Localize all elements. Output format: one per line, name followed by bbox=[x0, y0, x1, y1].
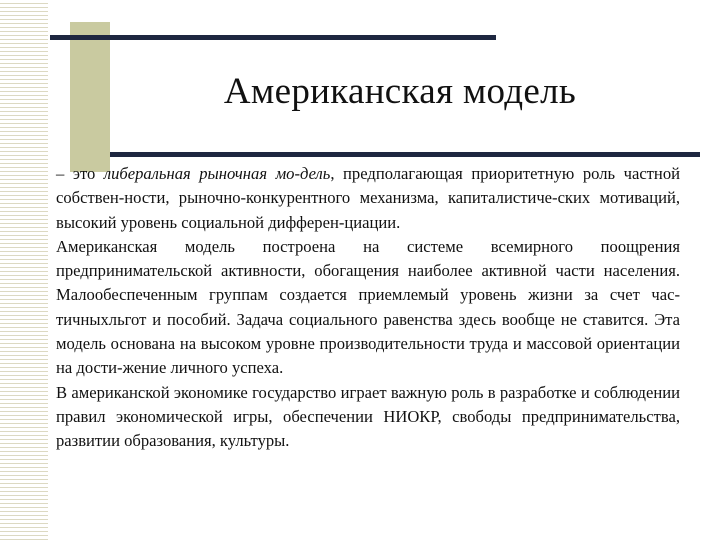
paragraph-model-description: Американская модель построена на системе всемирного поощрения предпринимательской активности, обогащения наиболее активной части населения. Малообеспеченным группам создается приемлемый уровень жизни за счет час-тичныхльгот и пособий. Задача социального равенства здесь вообще не ставится. Эта модель основана на высоком уровне производительности труда и массовой ориентации на дости-жение личного успеха. bbox=[56, 236, 680, 378]
paragraph-lead: – это bbox=[56, 164, 104, 183]
slide-body bbox=[56, 162, 680, 454]
title-underline-rule bbox=[110, 152, 700, 157]
decorative-stripes bbox=[0, 0, 48, 540]
decorative-tan-block bbox=[70, 22, 110, 172]
slide-title: Американская модель bbox=[223, 71, 577, 112]
top-rule-line bbox=[50, 35, 496, 40]
paragraph-rest: , предполагающая приоритетную роль частной собствен-ности, рыночно-конкурентного механизма, капиталистиче-ских мотиваций, высокий уровень социальной дифферен-циации. bbox=[56, 164, 680, 232]
paragraph-definition bbox=[56, 162, 680, 235]
emphasis-liberal-model: либеральная рыночная мо-дель bbox=[103, 164, 331, 183]
paragraph-state-role: В американской экономике государство играет важную роль в разработке и соблюдении правил экономической игры, обеспечении НИОКР, свободы предпринимательства, развитии образования, культуры. bbox=[56, 382, 680, 451]
